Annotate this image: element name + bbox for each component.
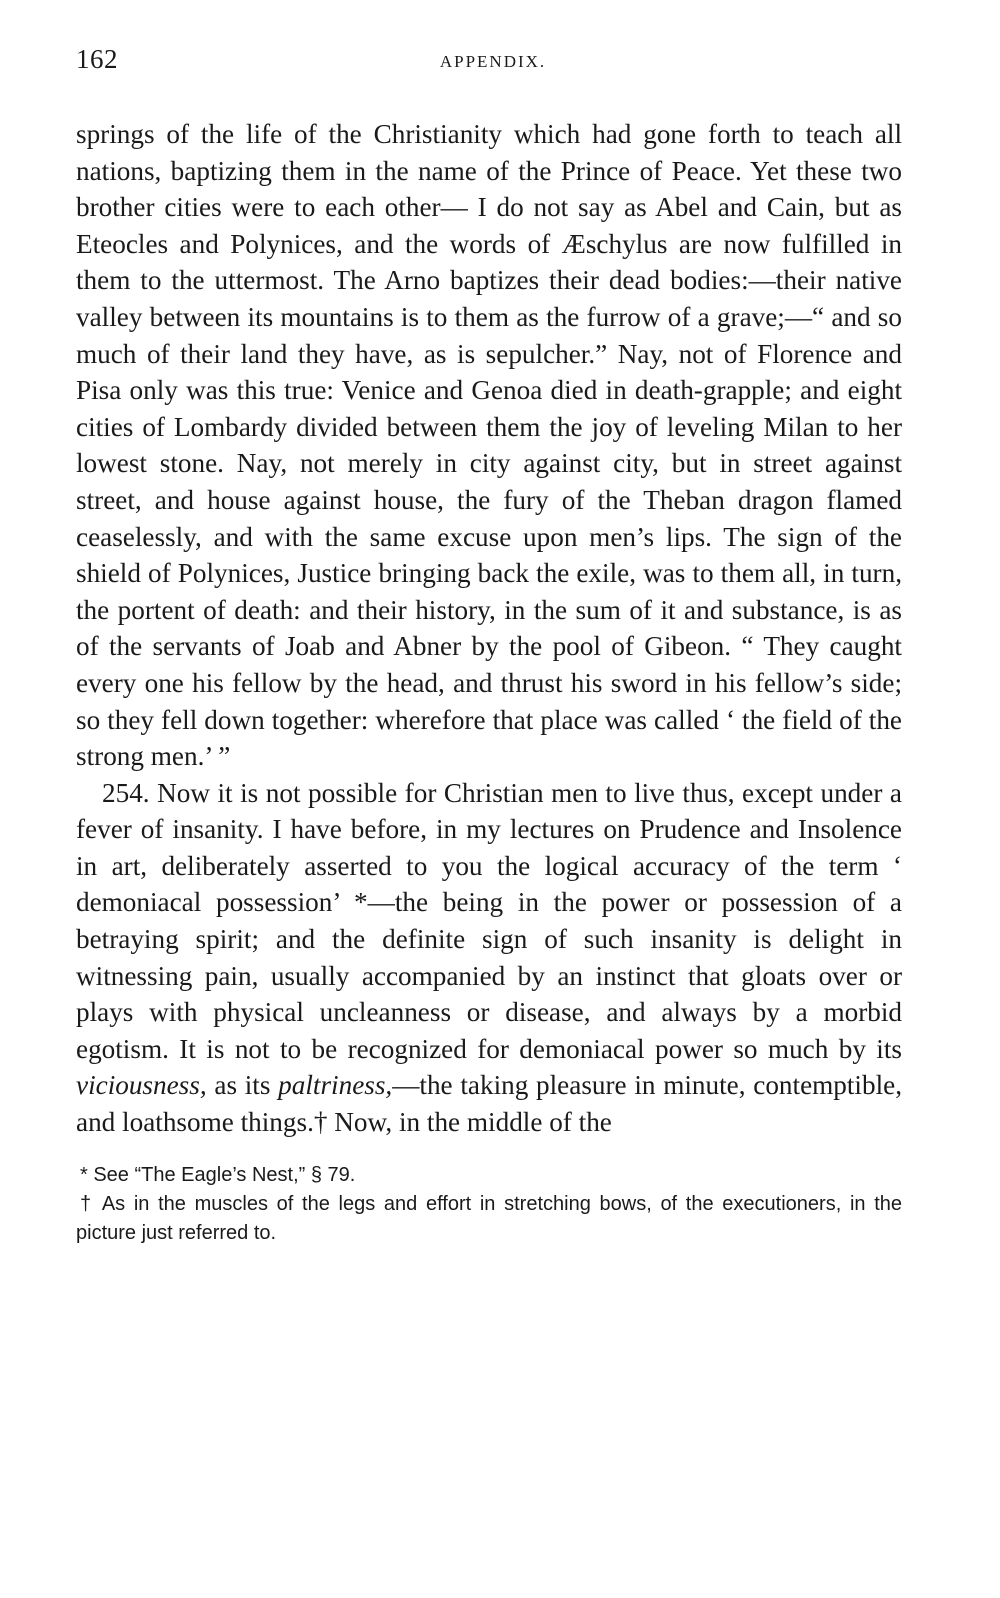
page-number: 162 [76,44,118,74]
footnotes [76,1161,902,1248]
footnote-1: * See “The Eagle’s Nest,” § 79. [80,1163,356,1186]
page-header [76,40,902,100]
paragraph-2-text-b: as its [206,1070,279,1101]
paragraph-2-text-c: —the taking pleasure in minute, contemptible, and loathsome things.† Now, in the middle of the [76,1070,902,1138]
paragraph-2 [76,775,902,1141]
footnote-2: † As in the muscles of the legs and effort in stretching bows, of the executioners, in the picture just referred to. [76,1192,902,1244]
body-text [76,116,902,1141]
emphasis-viciousness: viciousness, [76,1070,207,1101]
emphasis-paltriness: paltriness, [278,1070,393,1101]
book-page [76,40,902,1248]
running-head: APPENDIX. [439,52,547,71]
paragraph-1: springs of the life of the Christianity which had gone forth to teach all nations, baptizing them in the name of the Prince of Peace. Yet these two brother cities were to each other— I do not say as Abel and Cain, but as Eteocles and Polynices, and the words of Æschylus are now fulfilled in them to the uttermost. The Arno baptizes their dead bodies:—their native valley between its mountains is to them as the furrow of a grave;—“ and so much of their land they have, as is sepulcher.” Nay, not of Florence and Pisa only was this true: Venice and Genoa died in death-grapple; and eight cities of Lombardy divided between them the joy of leveling Milan to her lowest stone. Nay, not merely in city against city, but in street against street, and house against house, the fury of the Theban dragon flamed ceaselessly, and with the same excuse upon men’s lips. The sign of the shield of Polynices, Justice bringing back the exile, was to them all, in turn, the portent of death: and their history, in the sum of it and substance, is as of the servants of Joab and Abner by the pool of Gibeon. “ They caught every one his fellow by the head, and thrust his sword in his fellow’s side; so they fell down together: wherefore that place was called ‘ the field of the strong men.’ ” [76,119,902,772]
paragraph-2-text-a: 254. Now it is not possible for Christian men to live thus, except under a fever of insanity. I have before, in my lectures on Prudence and Insolence in art, deliberately asserted to you the logical accuracy of the term ‘ demoniacal possession’ *—the being in the power or possession of a betraying spirit; and the definite sign of such insanity is delight in witnessing pain, usually accompanied by an instinct that gloats over or plays with physical uncleanness or disease, and always by a morbid egotism. It is not to be recognized for demoniacal power so much by its [76,777,902,1064]
